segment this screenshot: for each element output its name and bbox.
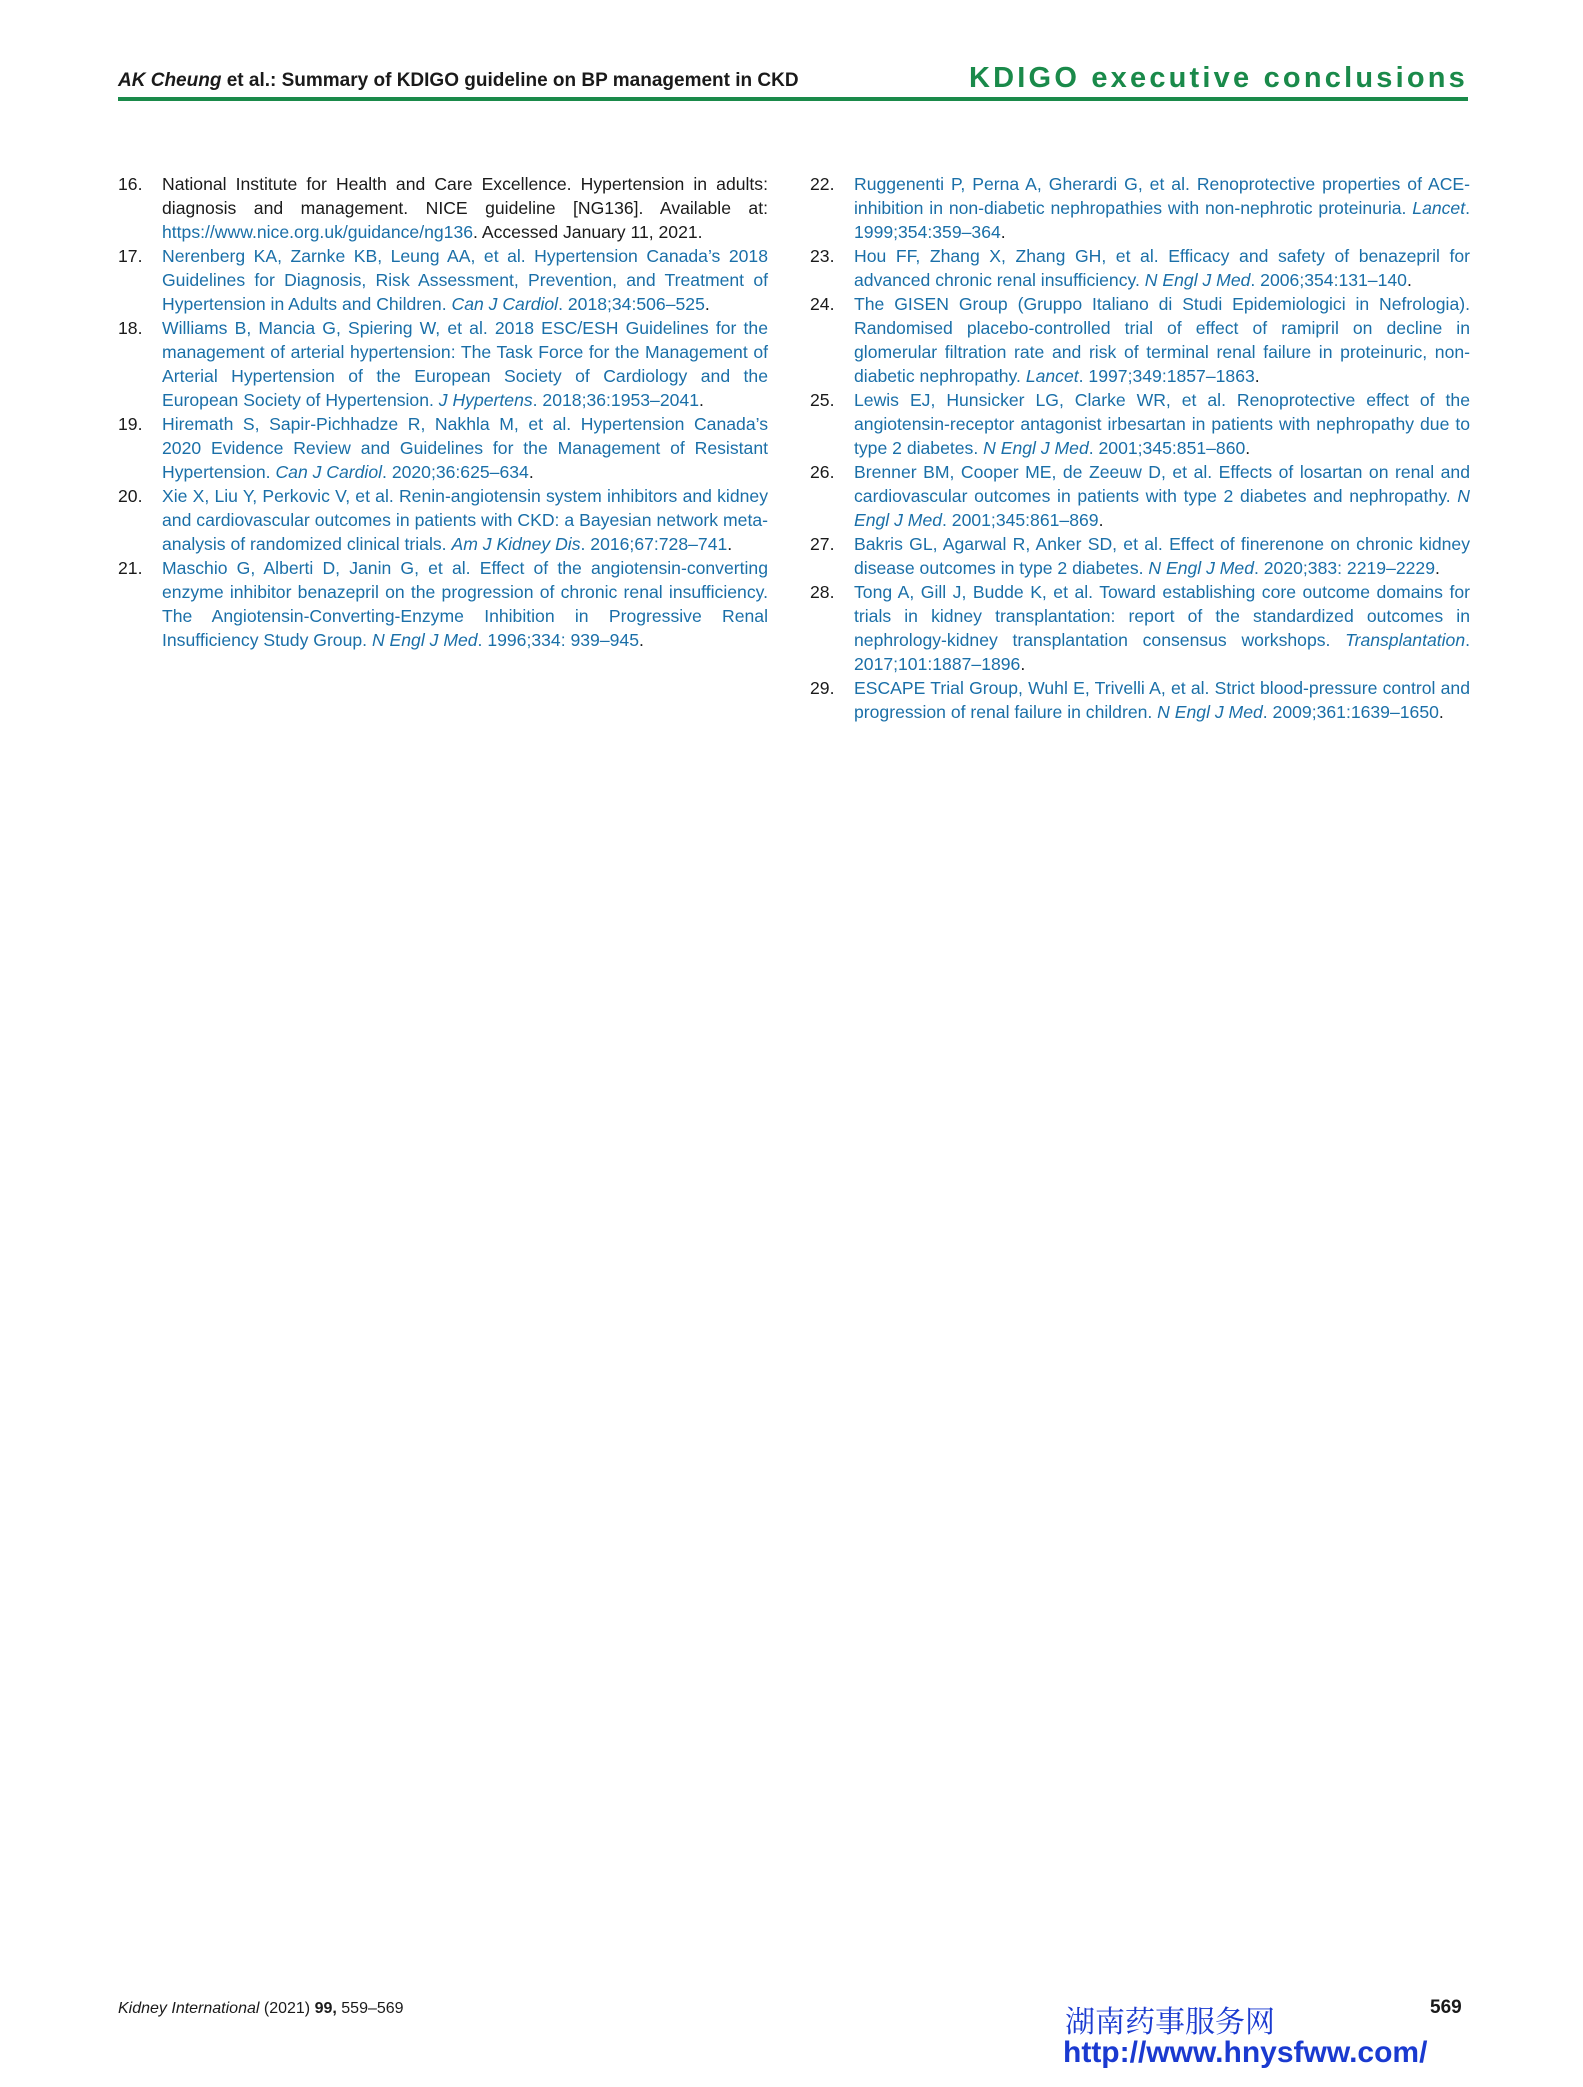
reference-citation: . 2001;345:851–860: [1088, 438, 1246, 458]
reference-link[interactable]: https://www.nice.org.uk/guidance/ng136: [162, 222, 474, 242]
reference-number: 25.: [810, 390, 835, 410]
reference-citation: . 2001;345:861–869: [942, 510, 1099, 530]
reference-journal: Am J Kidney Dis: [451, 534, 581, 554]
reference-item: [810, 580, 1470, 676]
reference-text: Bakris GL, Agarwal R, Anker SD, et al. Effect of finerenone on chronic kidney disease outcomes in type 2 diabetes.: [854, 534, 1470, 578]
reference-item: [118, 172, 768, 244]
running-title-text: et al.: Summary of KDIGO guideline on BP management in CKD: [221, 70, 799, 91]
reference-number: 24.: [810, 294, 835, 314]
reference-item: [810, 244, 1470, 292]
reference-text: Hiremath S, Sapir-Pichhadze R, Nakhla M, et al. Hypertension Canada’s 2020 Evidence Review and Guidelines for the Management of Resistant Hypertension.: [162, 414, 768, 482]
reference-citation: . 1997;349:1857–1863: [1078, 366, 1255, 386]
reference-number: 21.: [118, 558, 143, 578]
reference-text: Brenner BM, Cooper ME, de Zeeuw D, et al. Effects of losartan on renal and cardiovascular outcomes in patients with type 2 diabetes and nephropathy.: [854, 462, 1470, 506]
reference-link[interactable]: [854, 462, 1470, 530]
reference-link[interactable]: [854, 294, 1470, 386]
reference-journal: J Hypertens: [438, 390, 533, 410]
reference-citation: . 2018;36:1953–2041: [532, 390, 699, 410]
page-header: [118, 60, 1468, 100]
reference-item: [810, 172, 1470, 244]
reference-number: 27.: [810, 534, 835, 554]
reference-number: 23.: [810, 246, 835, 266]
reference-item: [118, 316, 768, 412]
reference-citation: . 2016;67:728–741: [580, 534, 728, 554]
reference-citation: . 2009;361:1639–1650: [1262, 702, 1439, 722]
reference-list-left: [118, 172, 768, 652]
reference-journal: N Engl J Med: [1144, 270, 1251, 290]
reference-number: 28.: [810, 582, 835, 602]
reference-link[interactable]: [854, 678, 1470, 722]
reference-number: 17.: [118, 246, 143, 266]
reference-text: Tong A, Gill J, Budde K, et al. Toward establishing core outcome domains for trials in kidney transplantation: report of the standardized outcomes in nephrology-kidney transplantation consensus workshops.: [854, 582, 1470, 650]
reference-journal: N Engl J Med: [1148, 558, 1254, 578]
reference-link[interactable]: [854, 246, 1470, 290]
reference-number: 19.: [118, 414, 143, 434]
section-title: KDIGO executive conclusions: [969, 62, 1468, 94]
reference-text: Xie X, Liu Y, Perkovic V, et al. Renin-angiotensin system inhibitors and kidney and cardiovascular outcomes in patients with CKD: a Bayesian network meta-analysis of randomized clinical trials.: [162, 486, 768, 554]
reference-list-right: [810, 172, 1470, 724]
reference-journal: Transplantation: [1345, 630, 1466, 650]
reference-end: .: [1000, 222, 1006, 242]
reference-end: .: [1438, 702, 1444, 722]
footer-journal: Kidney International: [118, 2000, 260, 2017]
reference-number: 16.: [118, 174, 143, 194]
reference-text: Hou FF, Zhang X, Zhang GH, et al. Efficacy and safety of benazepril for advanced chronic renal insufficiency.: [854, 246, 1470, 290]
reference-citation: . 2020;36:625–634: [382, 462, 529, 482]
reference-journal: N Engl J Med: [371, 630, 478, 650]
reference-journal: N Engl J Med: [983, 438, 1089, 458]
reference-text: The GISEN Group (Gruppo Italiano di Studi Epidemiologici in Nefrologia). Randomised placebo-controlled trial of effect of ramipril on decline in glomerular filtration rate and risk of terminal renal failure in proteinuric, non-diabetic nephropathy.: [854, 294, 1470, 386]
reference-citation: . 2006;354:131–140: [1250, 270, 1407, 290]
reference-end: .: [704, 294, 710, 314]
reference-text: Ruggenenti P, Perna A, Gherardi G, et al. Renoprotective properties of ACE-inhibition in non-diabetic nephropathies with non-nephrotic proteinuria.: [854, 174, 1470, 218]
reference-number: 20.: [118, 486, 143, 506]
reference-text: Nerenberg KA, Zarnke KB, Leung AA, et al. Hypertension Canada’s 2018 Guidelines for Diagnosis, Risk Assessment, Prevention, and Treatment of Hypertension in Adults and Children.: [162, 246, 768, 314]
reference-end: .: [1435, 558, 1440, 578]
footer-volume: 99,: [314, 2000, 337, 2017]
reference-citation: . 2018;34:506–525: [558, 294, 705, 314]
journal-citation-footer: [118, 2000, 404, 2018]
reference-text: ESCAPE Trial Group, Wuhl E, Trivelli A, et al. Strict blood-pressure control and progression of renal failure in children.: [854, 678, 1470, 722]
reference-item: [118, 484, 768, 556]
footer-pages: 559–569: [336, 2000, 404, 2017]
reference-number: 18.: [118, 318, 143, 338]
reference-number: 29.: [810, 678, 835, 698]
reference-item: [810, 532, 1470, 580]
reference-end: .: [528, 462, 534, 482]
reference-link[interactable]: [162, 318, 768, 410]
reference-text: Lewis EJ, Hunsicker LG, Clarke WR, et al. Renoprotective effect of the angiotensin-receptor antagonist irbesartan in patients with nephropathy due to type 2 diabetes.: [854, 390, 1470, 458]
reference-link[interactable]: [854, 582, 1470, 674]
reference-item: [810, 460, 1470, 532]
reference-journal: Lancet: [1025, 366, 1079, 386]
reference-text: Maschio G, Alberti D, Janin G, et al. Effect of the angiotensin-converting enzyme inhibitor benazepril on the progression of chronic renal insufficiency. The Angiotensin-Converting-Enzyme Inhibition in Progressive Renal Insufficiency Study Group.: [162, 558, 768, 650]
watermark-url[interactable]: http://www.hnysfww.com/: [1063, 2036, 1428, 2069]
reference-item: [118, 556, 768, 652]
reference-item: [810, 292, 1470, 388]
reference-item: [810, 676, 1470, 724]
running-title-author: AK Cheung: [118, 70, 222, 91]
header-divider: [118, 97, 1468, 101]
reference-text: . Accessed January 11, 2021.: [473, 222, 703, 242]
reference-journal: N Engl J Med: [1157, 702, 1263, 722]
reference-end: .: [727, 534, 733, 554]
reference-number: 26.: [810, 462, 835, 482]
reference-end: .: [1245, 438, 1251, 458]
reference-journal: Can J Cardiol: [451, 294, 559, 314]
reference-link[interactable]: [162, 414, 768, 482]
reference-item: [810, 388, 1470, 460]
reference-citation: . 2020;383: 2219–2229: [1254, 558, 1435, 578]
reference-journal: Lancet: [1412, 198, 1466, 218]
reference-link[interactable]: [162, 246, 768, 314]
footer-year: (2021): [259, 2000, 315, 2017]
reference-end: .: [1254, 366, 1260, 386]
reference-journal: N Engl J Med: [854, 486, 1470, 530]
reference-link[interactable]: [854, 174, 1470, 242]
reference-link[interactable]: [854, 390, 1470, 458]
reference-item: [118, 244, 768, 316]
reference-number: 22.: [810, 174, 835, 194]
reference-text: Williams B, Mancia G, Spiering W, et al. 2018 ESC/ESH Guidelines for the management of arterial hypertension: The Task Force for the Management of Arterial Hypertension of the European Society of Cardiology and the European Society of Hypertension.: [162, 318, 768, 410]
reference-citation: . 1996;334: 939–945: [477, 630, 639, 650]
reference-link[interactable]: [162, 486, 768, 554]
running-title: [118, 70, 799, 92]
watermark-chinese: 湖南药事服务网: [1065, 2005, 1275, 2040]
page-number: 569: [1430, 1997, 1462, 2018]
reference-end: .: [1098, 510, 1104, 530]
reference-item: [118, 412, 768, 484]
reference-journal: Can J Cardiol: [275, 462, 383, 482]
reference-link[interactable]: [854, 534, 1470, 578]
reference-end: .: [1020, 654, 1026, 674]
reference-end: .: [638, 630, 644, 650]
reference-text: National Institute for Health and Care Excellence. Hypertension in adults: diagnosis and management. NICE guideline [NG136]. Available at:: [162, 174, 768, 218]
reference-citation: . 1999;354:359–364: [854, 198, 1470, 242]
reference-end: .: [1406, 270, 1412, 290]
reference-link[interactable]: [162, 558, 768, 650]
reference-citation: . 2017;101:1887–1896: [854, 630, 1470, 674]
reference-end: .: [698, 390, 704, 410]
